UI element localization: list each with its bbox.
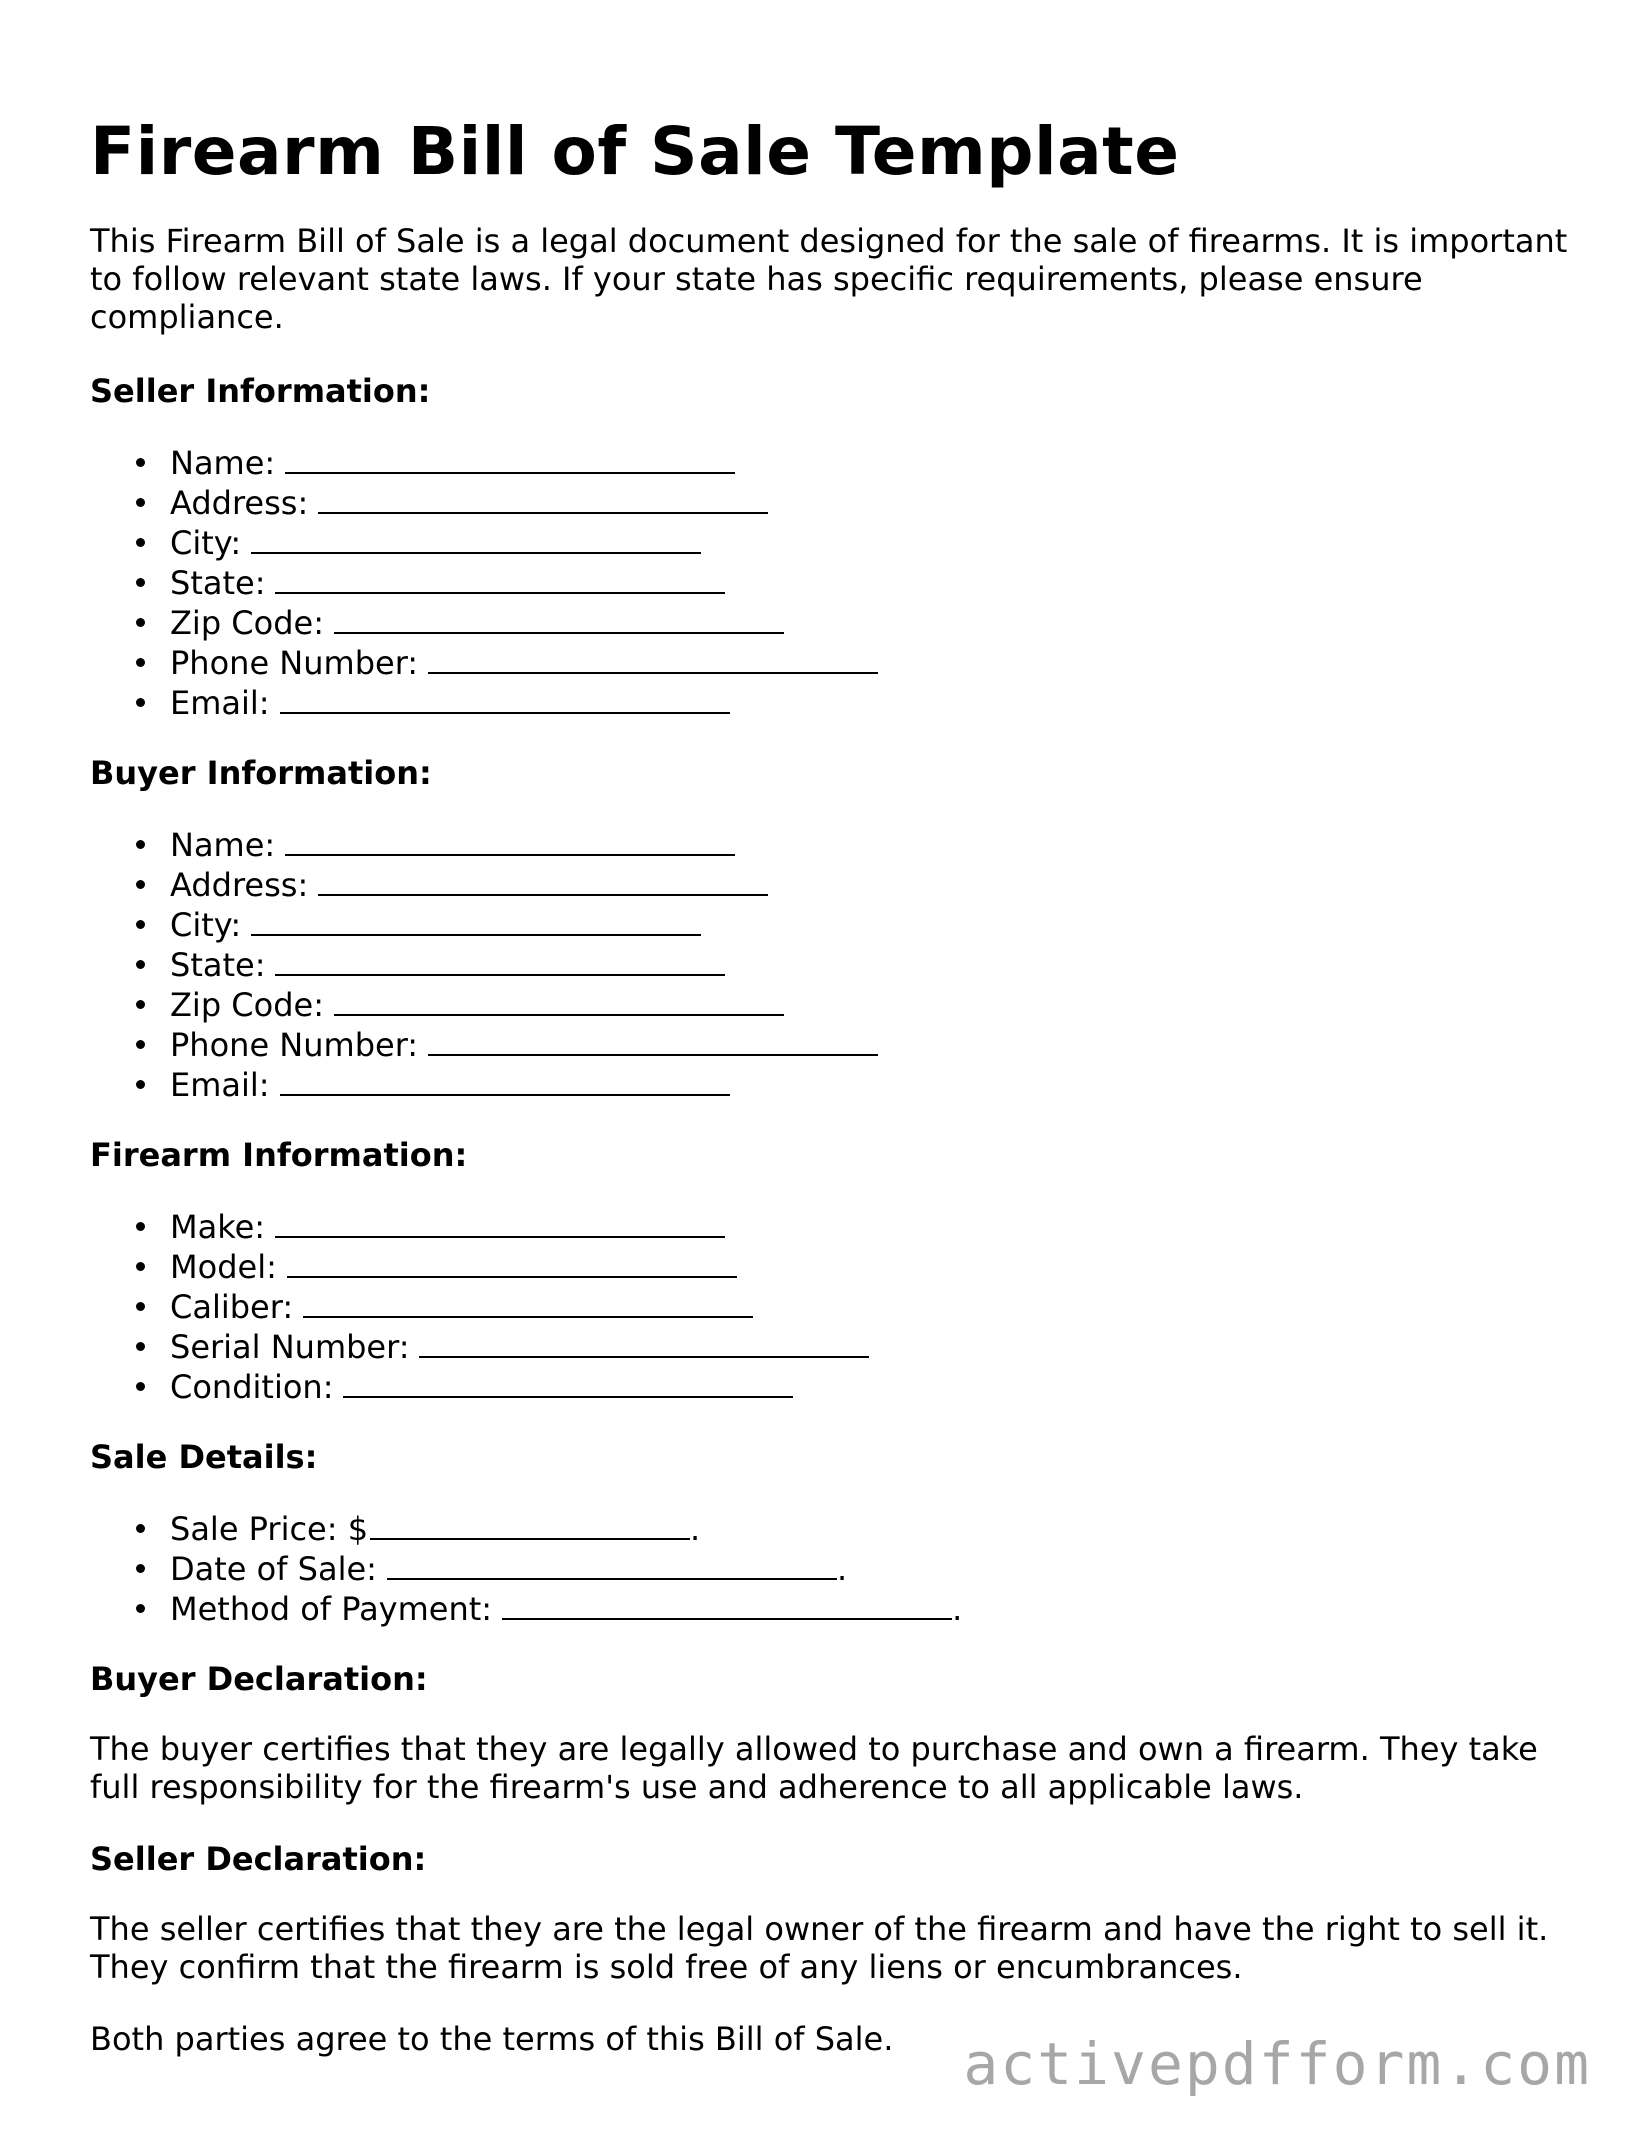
seller-zip-blank[interactable] [334, 602, 784, 634]
field-label: Name: [170, 826, 276, 864]
firearm-serial-blank[interactable] [419, 1326, 869, 1358]
seller-city-item [170, 522, 1570, 562]
buyer-declaration-heading: Buyer Declaration: [90, 1660, 428, 1698]
firearm-condition-blank[interactable] [343, 1366, 793, 1398]
field-label: Phone Number: [170, 1026, 419, 1064]
field-label: Caliber: [170, 1288, 294, 1326]
buyer-name-item [170, 824, 1570, 864]
seller-state-blank[interactable] [275, 562, 725, 594]
sale-field-list [90, 1508, 1570, 1628]
buyer-city-blank[interactable] [251, 904, 701, 936]
buyer-phone-blank[interactable] [428, 1024, 878, 1056]
buyer-heading: Buyer Information: [90, 754, 432, 792]
buyer-email-item [170, 1064, 1570, 1104]
buyer-zip-item [170, 984, 1570, 1024]
field-label: City: [170, 906, 242, 944]
seller-phone-item [170, 642, 1570, 682]
field-label: Method of Payment: [170, 1590, 493, 1628]
seller-declaration-text: The seller certifies that they are the legal owner of the firearm and have the right to sell it. They confirm that the firearm is sold free of any liens or encumbrances. [90, 1910, 1549, 1986]
field-label: Address: [170, 484, 309, 522]
firearm-heading: Firearm Information: [90, 1136, 468, 1174]
period: . [836, 1550, 848, 1588]
buyer-phone-item [170, 1024, 1570, 1064]
seller-heading: Seller Information: [90, 372, 431, 410]
seller-field-list [90, 442, 1570, 722]
firearm-make-blank[interactable] [275, 1206, 725, 1238]
field-label: Email: [170, 1066, 270, 1104]
sale-price-blank[interactable] [370, 1508, 690, 1540]
sale-payment-blank[interactable] [502, 1588, 952, 1620]
seller-name-blank[interactable] [285, 442, 735, 474]
field-label: Address: [170, 866, 309, 904]
seller-state-item [170, 562, 1570, 602]
sale-date-item [170, 1548, 1570, 1588]
period: . [952, 1590, 963, 1628]
firearm-field-list [90, 1206, 1570, 1406]
firearm-model-item [170, 1246, 1570, 1286]
firearm-caliber-item [170, 1286, 1570, 1326]
intro-paragraph: This Firearm Bill of Sale is a legal document designed for the sale of firearms. It is important to follow relevant state laws. If your state has specific requirements, please ensure compliance. [90, 222, 1568, 336]
buyer-state-item [170, 944, 1570, 984]
field-label: Sale Price: $ [170, 1510, 369, 1548]
field-label: Email: [170, 684, 270, 722]
field-label: Zip Code: [170, 604, 324, 642]
watermark: activepdfform.com [963, 2030, 1591, 2098]
sale-heading: Sale Details: [90, 1438, 318, 1476]
seller-phone-blank[interactable] [428, 642, 878, 674]
document-page [90, 112, 1570, 2058]
field-label: Phone Number: [170, 644, 419, 682]
buyer-zip-blank[interactable] [334, 984, 784, 1016]
field-label: City: [170, 524, 242, 562]
buyer-state-blank[interactable] [275, 944, 725, 976]
field-label: Model: [170, 1248, 277, 1286]
field-label: State: [170, 564, 266, 602]
field-label: Serial Number: [170, 1328, 410, 1366]
firearm-model-blank[interactable] [287, 1246, 737, 1278]
seller-email-item [170, 682, 1570, 722]
field-label: Condition: [170, 1368, 334, 1406]
buyer-email-blank[interactable] [280, 1064, 730, 1096]
field-label: State: [170, 946, 266, 984]
buyer-declaration-text: The buyer certifies that they are legally allowed to purchase and own a firearm. They take full responsibility for the firearm's use and adherence to all applicable laws. [90, 1730, 1538, 1806]
closing-statement: Both parties agree to the terms of this Bill of Sale. [90, 2020, 894, 2058]
buyer-field-list [90, 824, 1570, 1104]
buyer-address-item [170, 864, 1570, 904]
buyer-name-blank[interactable] [285, 824, 735, 856]
seller-address-item [170, 482, 1570, 522]
buyer-city-item [170, 904, 1570, 944]
page-title: Firearm Bill of Sale Template [90, 113, 1180, 190]
seller-email-blank[interactable] [280, 682, 730, 714]
sale-payment-item [170, 1588, 1570, 1628]
field-label: Zip Code: [170, 986, 324, 1024]
sale-date-blank[interactable] [387, 1548, 837, 1580]
firearm-serial-item [170, 1326, 1570, 1366]
firearm-caliber-blank[interactable] [303, 1286, 753, 1318]
firearm-make-item [170, 1206, 1570, 1246]
seller-zip-item [170, 602, 1570, 642]
sale-price-item [170, 1508, 1570, 1548]
field-label: Make: [170, 1208, 266, 1246]
field-label: Name: [170, 444, 276, 482]
period: . [690, 1510, 701, 1548]
buyer-address-blank[interactable] [318, 864, 768, 896]
firearm-condition-item [170, 1366, 1570, 1406]
seller-address-blank[interactable] [318, 482, 768, 514]
seller-declaration-heading: Seller Declaration: [90, 1840, 427, 1878]
seller-name-item [170, 442, 1570, 482]
field-label: Date of Sale: [170, 1550, 377, 1588]
seller-city-blank[interactable] [251, 522, 701, 554]
